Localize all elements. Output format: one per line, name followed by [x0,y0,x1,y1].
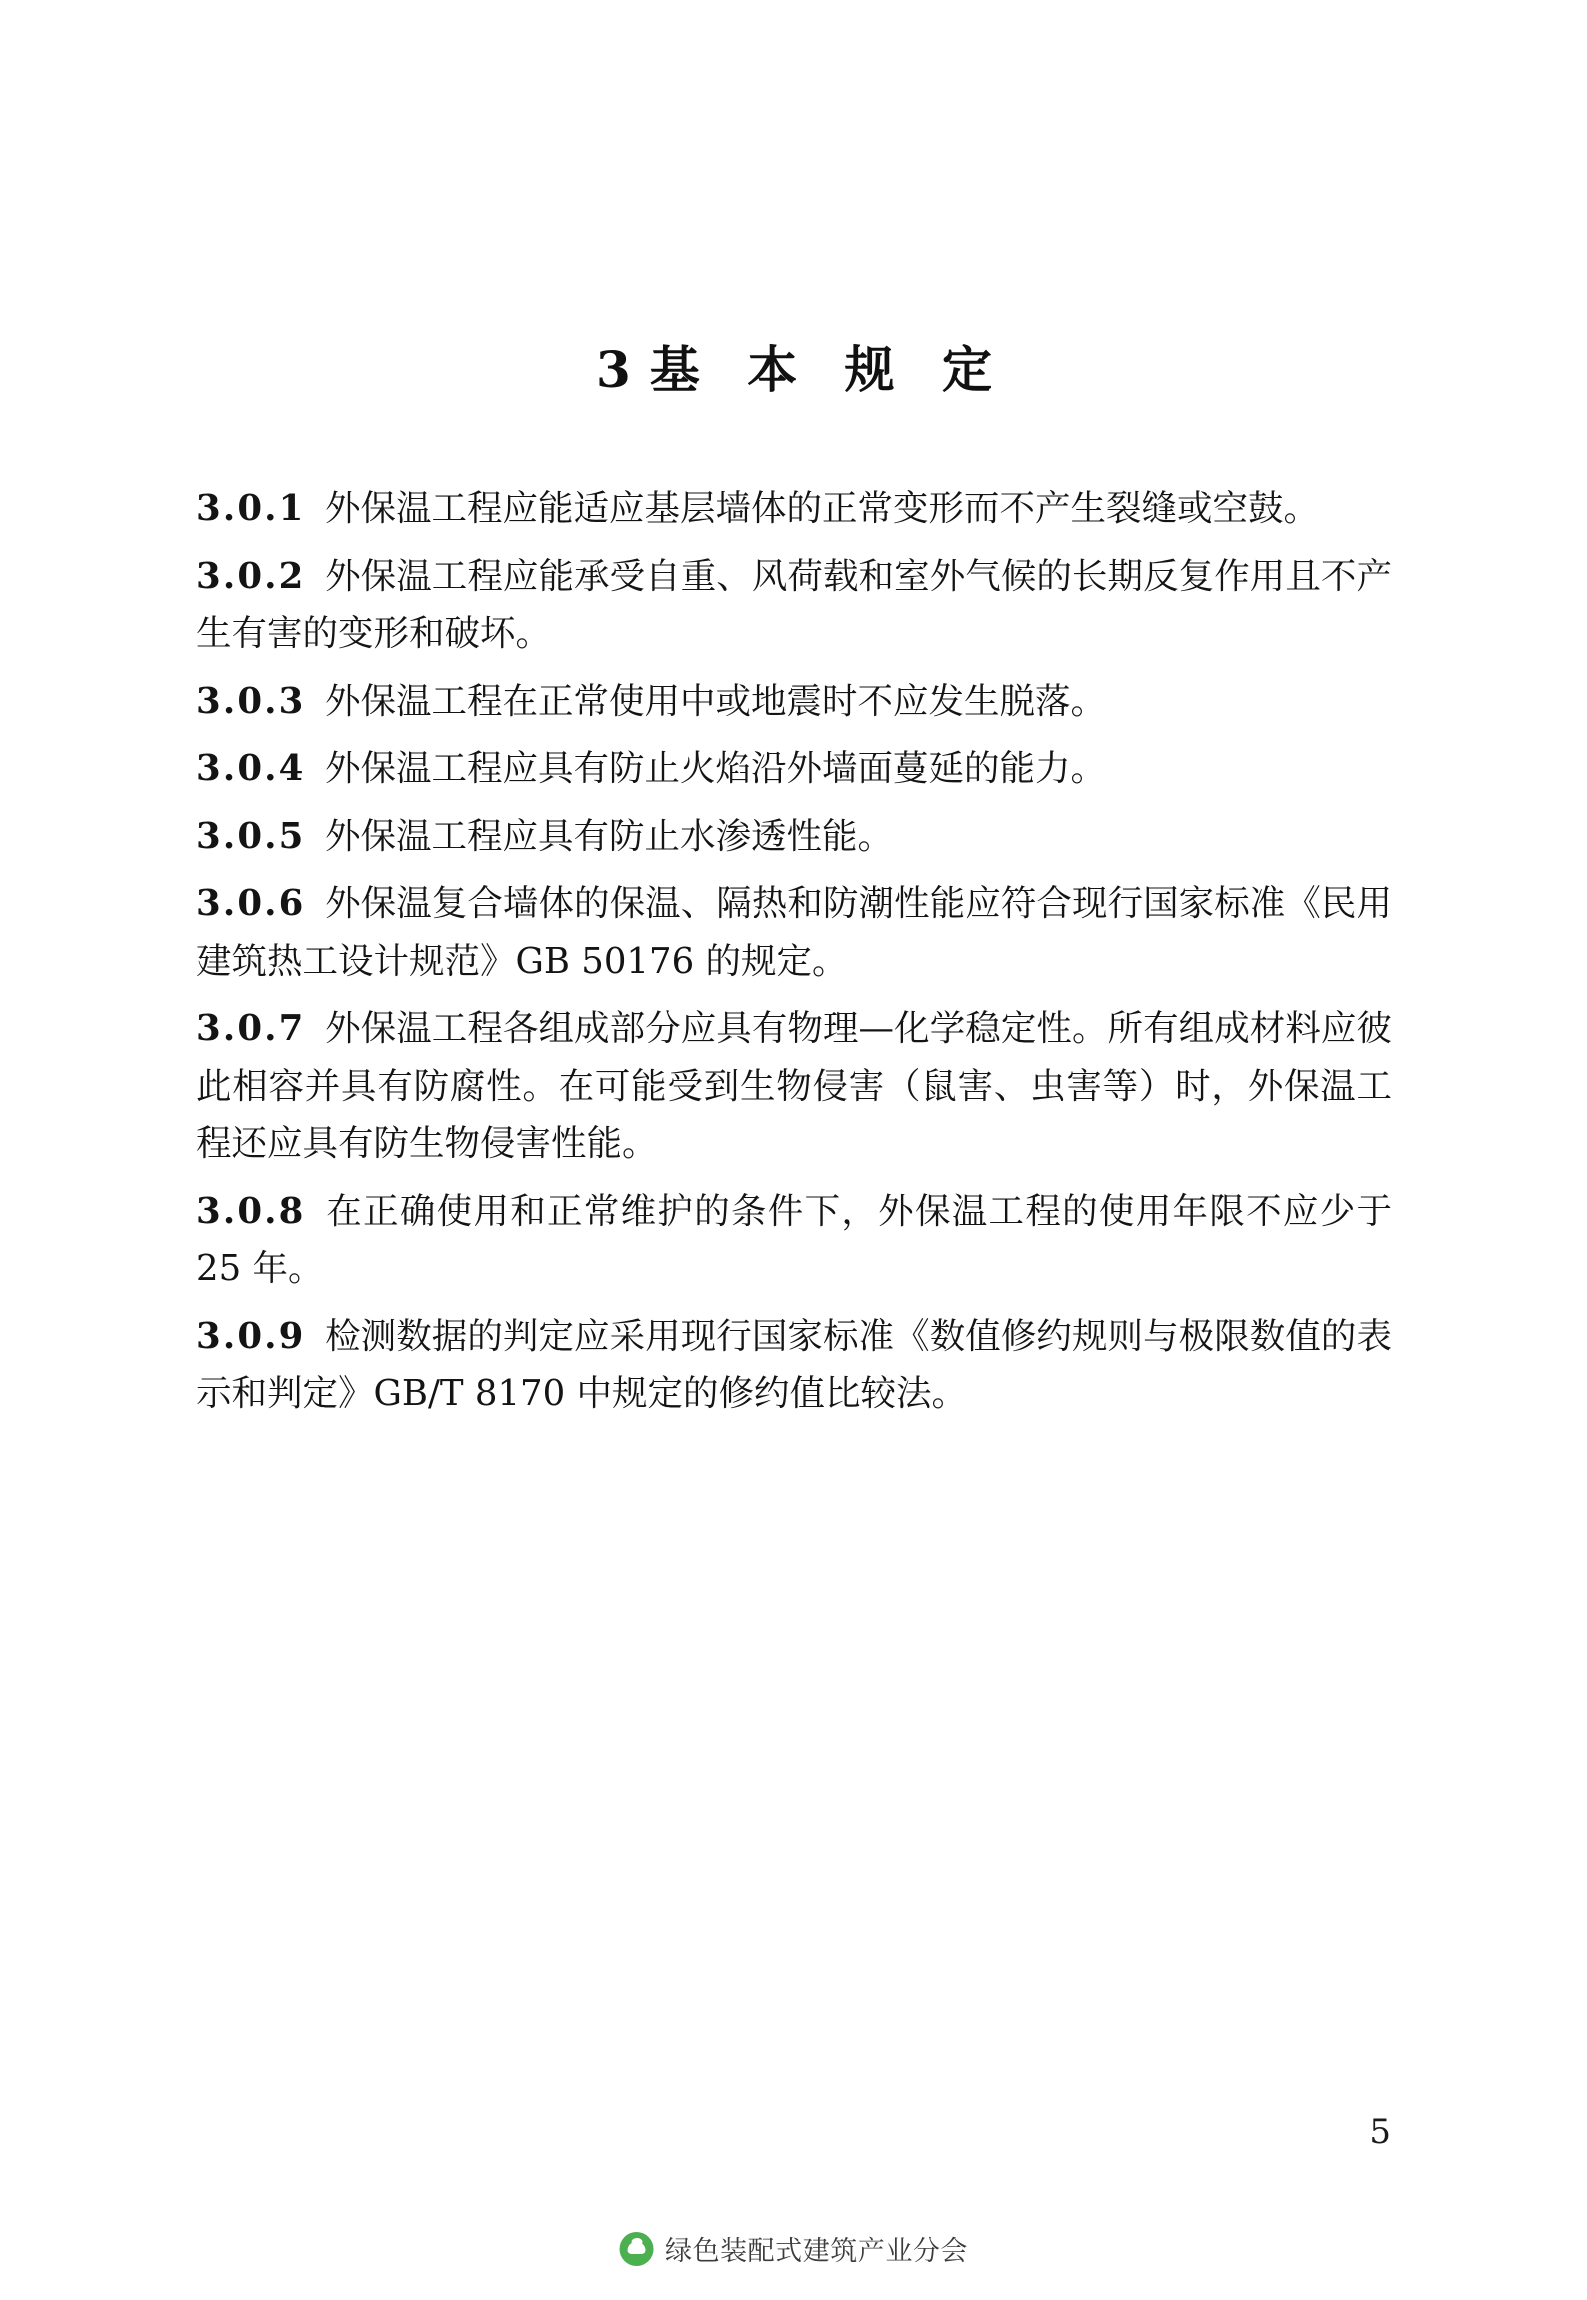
clause-number: 3.0.6 [196,883,306,924]
clause-text: 外保温工程应具有防止水渗透性能。 [325,815,894,857]
clause-number: 3.0.4 [196,748,306,789]
clause-text: 检测数据的判定应采用现行国家标准《数值修约规则与极限数值的表示和判定》GB/T 8170 中规定的修约值比较法。 [196,1315,1392,1414]
chapter-number: 3 [595,340,635,399]
clause-number: 3.0.8 [196,1190,306,1232]
clause-3-0-9 [196,1308,1392,1423]
clause-number: 3.0.5 [196,815,306,857]
clause-3-0-4 [196,740,1392,798]
clause-text: 外保温工程在正常使用中或地震时不应发生脱落。 [325,680,1107,722]
clause-3-0-5 [196,808,1392,866]
watermark-label: 绿色装配式建筑产业分会 [665,2236,968,2267]
clause-number: 3.0.9 [196,1315,306,1357]
clause-number: 3.0.7 [196,1008,306,1049]
page-number: 5 [1369,2112,1391,2152]
clause-text: 外保温工程各组成部分应具有物理—化学稳定性。所有组成材料应彼此相容并具有防腐性。在可能受到生物侵害（鼠害、虫害等）时，外保温工程还应具有防生物侵害性能。 [196,1008,1392,1164]
clause-text: 外保温复合墙体的保温、隔热和防潮性能应符合现行国家标准《民用建筑热工设计规范》GB 50176 的规定。 [196,883,1392,982]
clause-text: 外保温工程应能承受自重、风荷载和室外气候的长期反复作用且不产生有害的变形和破坏。 [196,555,1392,654]
clause-text: 外保温工程应具有防止火焰沿外墙面蔓延的能力。 [325,748,1107,789]
clause-number: 3.0.2 [196,555,306,597]
clause-3-0-7 [196,1000,1392,1173]
clause-3-0-1 [196,480,1392,538]
page-content [196,330,1392,1433]
page-title [196,330,1392,402]
clause-3-0-2 [196,548,1392,663]
clause-text: 在正确使用和正常维护的条件下，外保温工程的使用年限不应少于 25 年。 [196,1190,1392,1289]
clause-3-0-3 [196,673,1392,731]
clause-3-0-8 [196,1183,1392,1298]
clause-text: 外保温工程应能适应基层墙体的正常变形而不产生裂缝或空鼓。 [325,488,1320,529]
chapter-title-text: 基 本 规 定 [649,340,1008,399]
clause-number: 3.0.3 [196,680,306,722]
clause-3-0-6 [196,875,1392,990]
clause-number: 3.0.1 [196,488,306,529]
wechat-green-circle-icon [619,2232,653,2266]
footer-watermark [619,2229,968,2268]
